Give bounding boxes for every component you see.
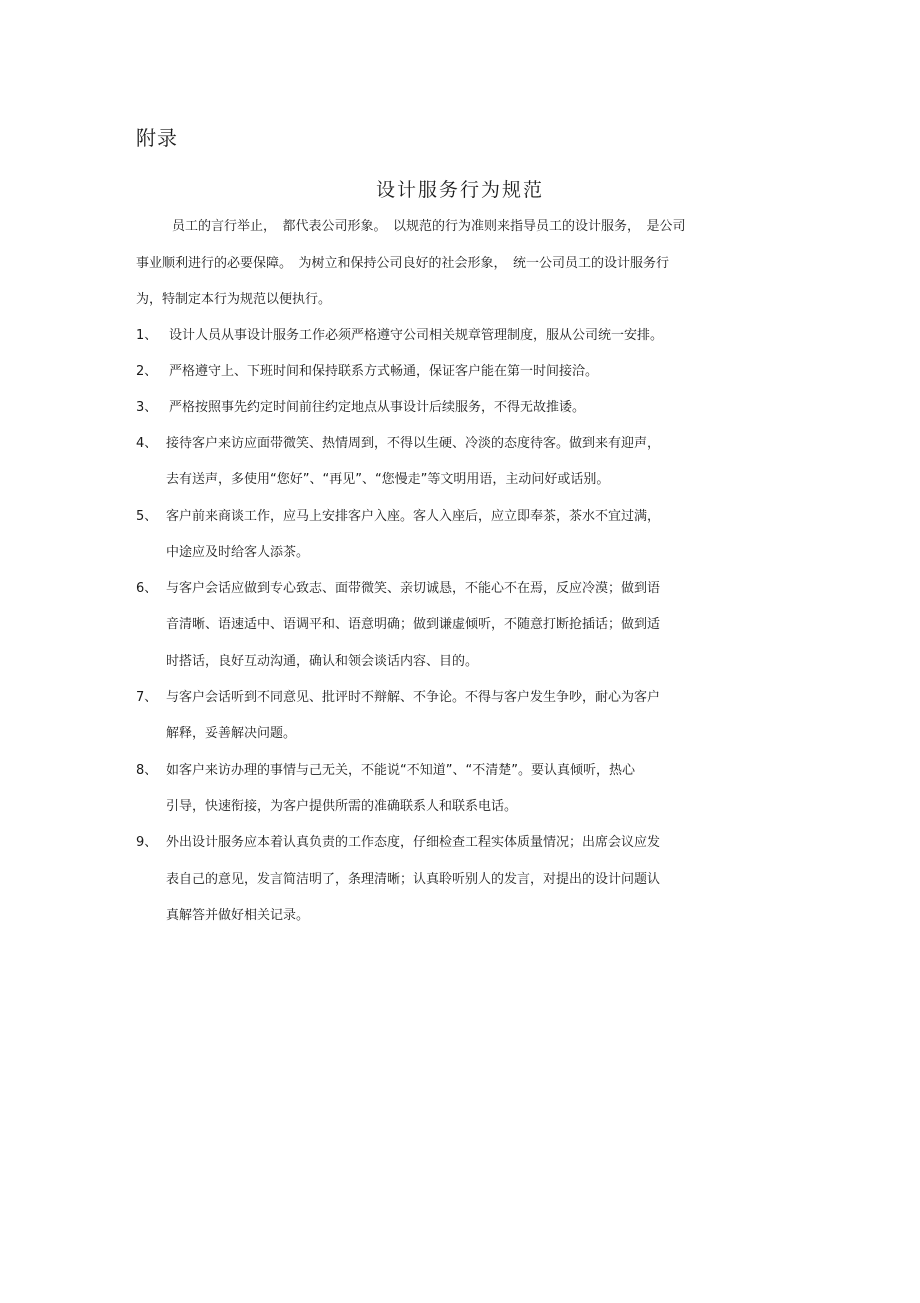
item-number: 4、: [136, 436, 158, 451]
item-text: 与客户会话应做到专心致志、面带微笑、亲切诚恳，不能心不在焉，反应冷漠；做到语: [166, 581, 661, 596]
intro-line: 事业顺利进行的必要保障。 为树立和保持公司良好的社会形象， 统一公司员工的设计服务行: [136, 256, 670, 271]
item-text: 接待客户来访应面带微笑、热情周到，不得以生硬、冷淡的态度待客。做到来有迎声，: [166, 436, 661, 451]
item-text: 表自己的意见，发言简洁明了，条理清晰；认真聆听别人的发言，对提出的设计问题认: [166, 872, 661, 887]
item-number: 3、: [136, 400, 158, 415]
item-number: 9、: [136, 835, 158, 850]
item-text: 时搭话，良好互动沟通，确认和领会谈话内容、目的。: [166, 654, 479, 669]
item-text: 严格遵守上、下班时间和保持联系方式畅通，保证客户能在第一时间接洽。: [169, 364, 599, 379]
item-text: 外出设计服务应本着认真负责的工作态度，仔细检查工程实体质量情况；出席会议应发: [166, 835, 661, 850]
intro-line: 为，特制定本行为规范以便执行。: [136, 292, 332, 307]
item-number: 8、: [136, 763, 158, 778]
item-text: 音清晰、语速适中、语调平和、语意明确；做到谦虚倾听，不随意打断抢插话；做到适: [166, 617, 661, 632]
item-number: 5、: [136, 509, 158, 524]
item-text: 如客户来访办理的事情与己无关，不能说“不知道”、“不清楚”。要认真倾听，热心: [166, 763, 635, 778]
intro-line: 员工的言行举止， 都代表公司形象。 以规范的行为准则来指导员工的设计服务， 是公司: [172, 219, 686, 234]
item-text: 严格按照事先约定时间前往约定地点从事设计后续服务，不得无故推诿。: [169, 400, 586, 415]
item-text: 客户前来商谈工作，应马上安排客户入座。客人入座后，应立即奉茶，茶水不宜过满，: [166, 509, 661, 524]
item-number: 1、: [136, 328, 158, 343]
item-text: 去有送声，多使用“您好”、“再见”、“您慢走”等文明用语，主动问好或话别。: [166, 472, 610, 487]
appendix-heading: 附录: [136, 126, 178, 150]
item-text: 引导，快速衔接，为客户提供所需的准确联系人和联系电话。: [166, 799, 518, 814]
item-text: 中途应及时给客人添茶。: [166, 545, 310, 560]
item-text: 设计人员从事设计服务工作必须严格遵守公司相关规章管理制度，服从公司统一安排。: [169, 328, 664, 343]
item-text: 真解答并做好相关记录。: [166, 908, 310, 923]
item-text: 解释，妥善解决问题。: [166, 726, 297, 741]
item-number: 6、: [136, 581, 158, 596]
item-number: 7、: [136, 690, 158, 705]
item-number: 2、: [136, 364, 158, 379]
item-text: 与客户会话听到不同意见、批评时不辩解、不争论。不得与客户发生争吵，耐心为客户: [166, 690, 661, 705]
document-title: 设计服务行为规范: [375, 179, 544, 201]
